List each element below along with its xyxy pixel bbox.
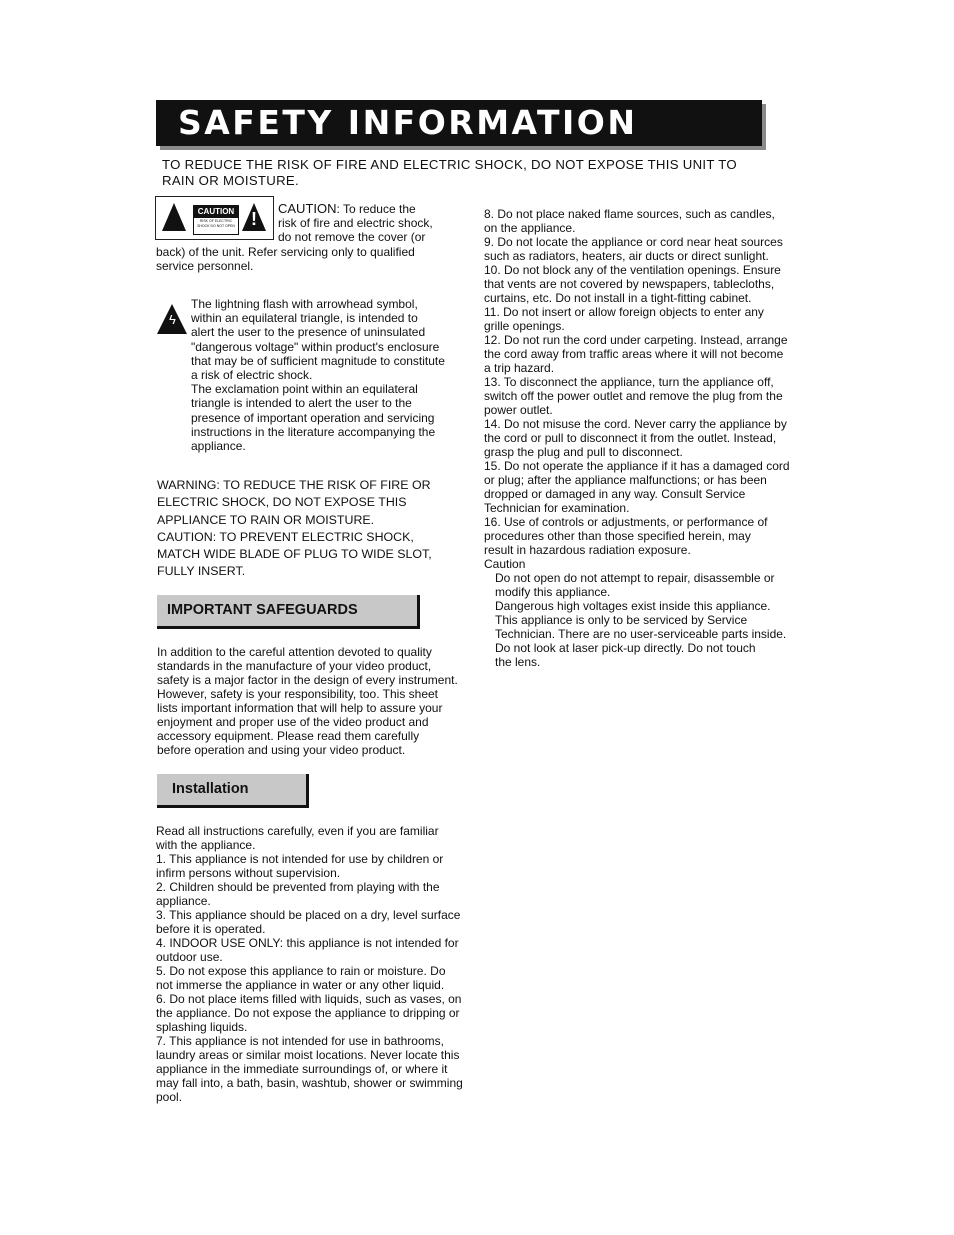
text-line: lists important information that will help to assure your bbox=[157, 701, 443, 715]
text-line: accessory equipment. Please read them carefully bbox=[157, 729, 420, 743]
caution-lead: CAUTION bbox=[278, 201, 337, 216]
caution-text-cont bbox=[156, 245, 456, 273]
text-line: Technician. There are no user-serviceable parts inside. bbox=[495, 627, 787, 641]
caution-label-graphic bbox=[155, 196, 274, 240]
text-line: The lightning flash with arrowhead symbol, bbox=[191, 297, 418, 311]
text-line: 1. This appliance is not intended for use by children or bbox=[156, 852, 444, 866]
text-line: splashing liquids. bbox=[156, 1020, 248, 1034]
text-line: Caution bbox=[484, 557, 526, 571]
text-line: grasp the plug and pull to disconnect. bbox=[484, 445, 683, 459]
text-line: within an equilateral triangle, is intended to bbox=[191, 311, 418, 326]
caution-label bbox=[193, 205, 239, 235]
text-line: 10. Do not block any of the ventilation openings. Ensure bbox=[484, 263, 781, 277]
safeguards-paragraph bbox=[157, 645, 477, 757]
text-line: result in hazardous radiation exposure. bbox=[484, 543, 691, 557]
intro-warning bbox=[162, 157, 782, 189]
caution-label-small: RISK OF ELECTRIC SHOCK DO NOT OPEN bbox=[197, 219, 235, 228]
text-line: appliance. bbox=[156, 894, 211, 908]
text-line: before it is operated. bbox=[156, 922, 266, 936]
text-line: standards in the manufacture of your video product, bbox=[157, 659, 432, 673]
text-line: modify this appliance. bbox=[495, 585, 611, 599]
text-line: may fall into, a bath, basin, washtub, shower or swimming bbox=[156, 1076, 463, 1090]
text-line: the cord away from traffic areas where it will not become bbox=[484, 347, 784, 361]
text-line: on the appliance. bbox=[484, 221, 576, 235]
text-line: a risk of electric shock. bbox=[191, 368, 313, 383]
text-line: 6. Do not place items filled with liquids, such as vases, on bbox=[156, 992, 462, 1006]
text-line: 7. This appliance is not intended for use in bathrooms, bbox=[156, 1034, 444, 1048]
text-line: Dangerous high voltages exist inside this appliance. bbox=[495, 599, 771, 613]
text-line: the lens. bbox=[495, 655, 541, 669]
text-line: The exclamation point within an equilateral bbox=[191, 382, 418, 397]
text-line: 4. INDOOR USE ONLY: this appliance is not intended for bbox=[156, 936, 459, 950]
text-line: infirm persons without supervision. bbox=[156, 866, 341, 880]
text-line: not immerse the appliance in water or any other liquid. bbox=[156, 978, 445, 992]
lightning-triangle-icon bbox=[162, 203, 186, 231]
section-heading-important-safeguards: IMPORTANT SAFEGUARDS bbox=[157, 595, 420, 629]
text-line: "dangerous voltage" within product's enclosure bbox=[191, 339, 440, 354]
text-line: that vents are not covered by newspapers, tablecloths, bbox=[484, 277, 775, 291]
text-line: ELECTRIC SHOCK, DO NOT EXPOSE THIS bbox=[157, 495, 407, 510]
text-line: instructions in the literature accompanying the bbox=[191, 424, 436, 439]
text-line: 2. Children should be prevented from playing with the bbox=[156, 880, 440, 894]
text-line: the appliance. Do not expose the appliance to dripping or bbox=[156, 1006, 460, 1020]
text-line: 8. Do not place naked flame sources, such as candles, bbox=[484, 207, 775, 221]
text-line: APPLIANCE TO RAIN OR MOISTURE. bbox=[157, 512, 375, 527]
intro-line: RAIN OR MOISTURE. bbox=[162, 173, 299, 188]
text-line: grille openings. bbox=[484, 319, 565, 333]
text-line: before operation and using your video product. bbox=[157, 743, 406, 757]
text-line: laundry areas or similar moist locations. Never locate this bbox=[156, 1048, 460, 1062]
caution-line: service personnel. bbox=[156, 259, 254, 274]
text-line: WARNING: TO REDUCE THE RISK OF FIRE OR bbox=[157, 478, 431, 492]
text-line: 12. Do not run the cord under carpeting. Instead, arrange bbox=[484, 333, 788, 347]
lightning-explanation bbox=[191, 297, 461, 453]
text-line: 15. Do not operate the appliance if it has a damaged cord bbox=[484, 459, 790, 473]
intro-line: TO REDUCE THE RISK OF FIRE AND ELECTRIC SHOCK, DO NOT EXPOSE THIS UNIT TO bbox=[162, 157, 737, 172]
warning-block bbox=[157, 477, 457, 581]
caution-label-header: CAUTION bbox=[194, 206, 238, 218]
text-line: CAUTION: TO PREVENT ELECTRIC SHOCK, bbox=[157, 529, 414, 544]
text-line: FULLY INSERT. bbox=[157, 564, 246, 579]
page-title: SAFETY INFORMATION bbox=[178, 103, 638, 142]
text-line: Technician for examination. bbox=[484, 501, 630, 515]
text-line: alert the user to the presence of uninsulated bbox=[191, 325, 426, 340]
text-line: 13. To disconnect the appliance, turn the appliance off, bbox=[484, 375, 774, 389]
caution-text bbox=[278, 202, 448, 245]
text-line: appliance in the immediate surroundings of, or where it bbox=[156, 1062, 448, 1076]
caution-line: back) of the unit. Refer servicing only to qualified bbox=[156, 245, 415, 259]
text-line: 11. Do not insert or allow foreign objects to enter any bbox=[484, 305, 764, 319]
text-line: 14. Do not misuse the cord. Never carry the appliance by bbox=[484, 417, 787, 431]
text-line: 3. This appliance should be placed on a dry, level surface bbox=[156, 908, 461, 922]
text-line: In addition to the careful attention devoted to quality bbox=[157, 645, 432, 659]
text-line: 9. Do not locate the appliance or cord near heat sources bbox=[484, 235, 783, 249]
text-line: procedures other than those specified herein, may bbox=[484, 529, 751, 543]
text-line: such as radiators, heaters, air ducts or direct sunlight. bbox=[484, 249, 769, 263]
right-column-list bbox=[484, 207, 814, 669]
title-bar bbox=[156, 100, 762, 146]
installation-list bbox=[156, 824, 481, 1104]
text-line: power outlet. bbox=[484, 403, 553, 417]
text-line: outdoor use. bbox=[156, 950, 223, 964]
text-line: dropped or damaged in any way. Consult Service bbox=[484, 487, 746, 501]
text-line: switch off the power outlet and remove the plug from the bbox=[484, 389, 783, 403]
exclamation-icon: ! bbox=[251, 209, 257, 229]
text-line: the cord or pull to disconnect it from the outlet. Instead, bbox=[484, 431, 777, 445]
text-line: MATCH WIDE BLADE OF PLUG TO WIDE SLOT, bbox=[157, 547, 432, 562]
text-line: a trip hazard. bbox=[484, 361, 555, 375]
text-line: Do not look at laser pick-up directly. Do not touch bbox=[495, 641, 756, 655]
text-line: However, safety is your responsibility, too. This sheet bbox=[157, 687, 439, 701]
caution-line: risk of fire and electric shock, bbox=[278, 216, 433, 231]
text-line: or plug; after the appliance malfunctions; or has been bbox=[484, 473, 767, 487]
text-line: Do not open do not attempt to repair, disassemble or bbox=[495, 571, 775, 585]
text-line: curtains, etc. Do not install in a tight-fitting cabinet. bbox=[484, 291, 752, 305]
lightning-bolt-icon: ϟ bbox=[169, 312, 176, 327]
text-line: 16. Use of controls or adjustments, or performance of bbox=[484, 515, 768, 529]
text-line: Read all instructions carefully, even if you are familiar bbox=[156, 824, 439, 838]
text-line: appliance. bbox=[191, 439, 246, 454]
text-line: triangle is intended to alert the user to the bbox=[191, 396, 412, 411]
caution-line: : To reduce the bbox=[336, 202, 416, 216]
text-line: This appliance is only to be serviced by Service bbox=[495, 613, 748, 627]
text-line: presence of important operation and servicing bbox=[191, 410, 435, 425]
text-line: with the appliance. bbox=[156, 838, 256, 852]
section-heading-installation: Installation bbox=[157, 774, 309, 808]
text-line: pool. bbox=[156, 1090, 183, 1104]
text-line: 5. Do not expose this appliance to rain or moisture. Do bbox=[156, 964, 446, 978]
text-line: enjoyment and proper use of the video product and bbox=[157, 715, 429, 729]
caution-line: do not remove the cover (or bbox=[278, 230, 426, 245]
text-line: safety is a major factor in the design of every instrument. bbox=[157, 673, 458, 687]
text-line: that may be of sufficient magnitude to constitute bbox=[191, 353, 445, 368]
